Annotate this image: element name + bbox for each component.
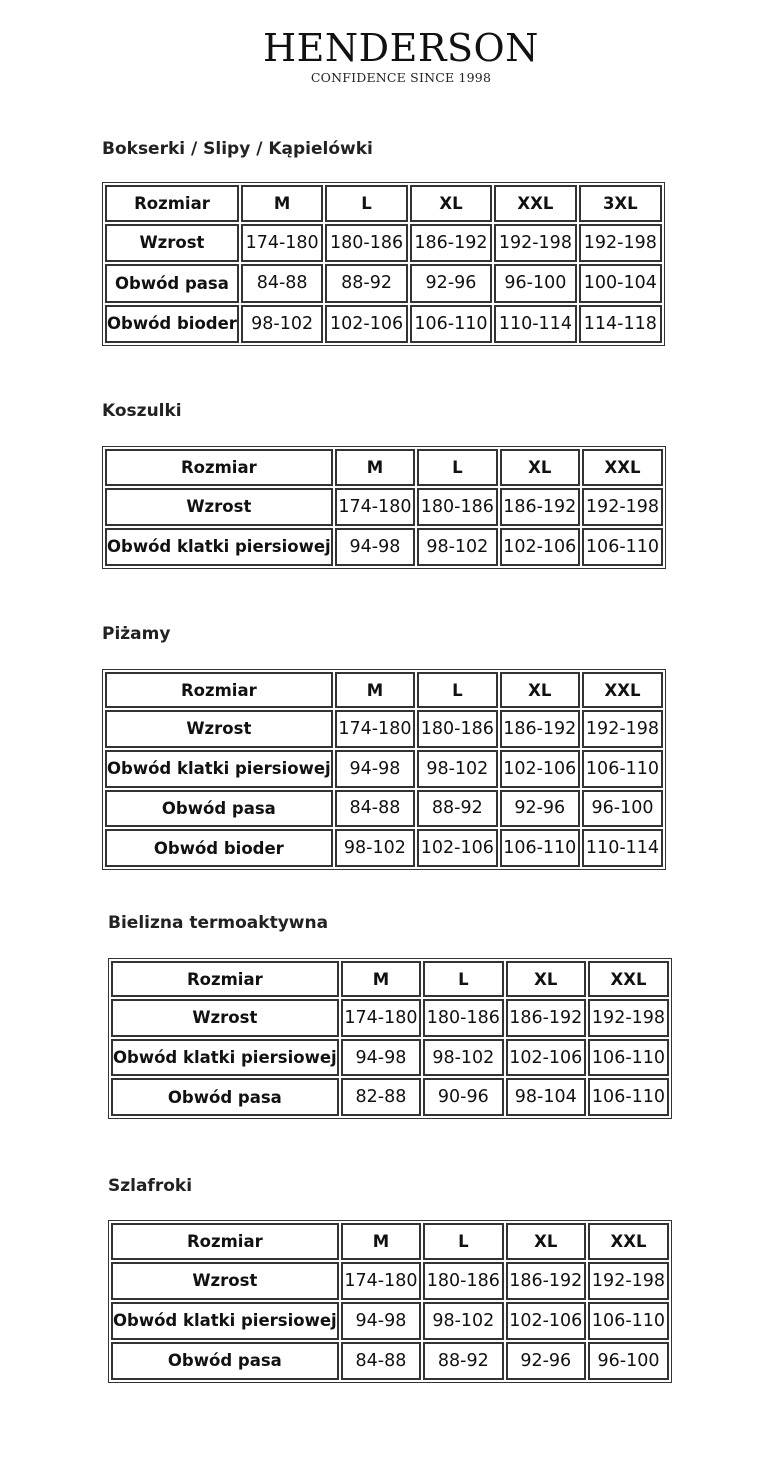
column-header: XXL (588, 961, 669, 997)
size-table-bathrobes (108, 1220, 672, 1383)
table-cell: 186-192 (500, 710, 580, 748)
column-header: Rozmiar (111, 1223, 339, 1260)
table-cell: 94-98 (335, 750, 415, 788)
table-row (105, 790, 663, 828)
table-cell: 174-180 (335, 488, 415, 526)
table-cell: 180-186 (417, 488, 497, 526)
table-cell: 94-98 (341, 1302, 421, 1340)
table-cell: 98-102 (417, 750, 497, 788)
section-title-thermal: Bielizna termoaktywna (108, 913, 329, 933)
table-cell: 92-96 (506, 1342, 586, 1380)
table-cell: 84-88 (341, 1342, 421, 1380)
brand-tagline: CONFIDENCE SINCE 1998 (310, 70, 492, 85)
table-cell: 174-180 (341, 999, 421, 1037)
table-header-row (111, 1223, 669, 1260)
table-cell: 106-110 (500, 829, 580, 867)
column-header: L (325, 185, 407, 222)
table-cell: 102-106 (506, 1039, 586, 1077)
table-cell: 84-88 (335, 790, 415, 828)
column-header: L (417, 449, 497, 486)
size-table-thermal (108, 958, 672, 1119)
table-cell: 106-110 (410, 305, 492, 343)
table-cell: 192-198 (582, 488, 663, 526)
table-cell: 114-118 (579, 305, 662, 343)
column-header: M (335, 672, 415, 708)
table-cell: 98-102 (423, 1302, 503, 1340)
table-row (105, 264, 662, 302)
column-header: Rozmiar (105, 449, 333, 486)
table-header-row (105, 672, 663, 708)
row-label: Obwód pasa (105, 790, 333, 828)
table-cell: 102-106 (506, 1302, 586, 1340)
table-cell: 92-96 (500, 790, 580, 828)
table-cell: 92-96 (410, 264, 492, 302)
column-header: M (341, 1223, 421, 1260)
table-cell: 192-198 (582, 710, 663, 748)
size-table-boxers (102, 182, 665, 346)
row-label: Obwód bioder (105, 305, 239, 343)
table-cell: 174-180 (335, 710, 415, 748)
column-header: XL (410, 185, 492, 222)
table-cell: 186-192 (506, 1262, 586, 1300)
row-label: Obwód bioder (105, 829, 333, 867)
section-title-tshirts: Koszulki (102, 401, 182, 421)
table-row (111, 999, 669, 1037)
table-cell: 106-110 (582, 528, 663, 566)
column-header: M (335, 449, 415, 486)
row-label: Obwód klatki piersiowej (111, 1302, 339, 1340)
table-header-row (105, 449, 663, 486)
row-label: Obwód pasa (105, 264, 239, 302)
table-cell: 98-104 (506, 1078, 586, 1116)
table-cell: 174-180 (341, 1262, 421, 1300)
table-row (105, 528, 663, 566)
table-cell: 102-106 (500, 528, 580, 566)
table-cell: 180-186 (423, 1262, 503, 1300)
table-row (105, 224, 662, 262)
table-cell: 106-110 (588, 1302, 669, 1340)
column-header: Rozmiar (105, 672, 333, 708)
section-title-bathrobes: Szlafroki (108, 1176, 193, 1196)
table-cell: 192-198 (588, 999, 669, 1037)
table-cell: 186-192 (500, 488, 580, 526)
table-cell: 102-106 (325, 305, 407, 343)
column-header: Rozmiar (105, 185, 239, 222)
brand-logo (0, 26, 762, 86)
column-header: M (241, 185, 323, 222)
table-row (105, 750, 663, 788)
table-header-row (105, 185, 662, 222)
table-row (111, 1302, 669, 1340)
column-header: XXL (588, 1223, 669, 1260)
brand-name: HENDERSON (263, 26, 539, 70)
table-row (111, 1078, 669, 1116)
section-title-pajamas: Piżamy (102, 624, 171, 644)
table-cell: 106-110 (588, 1039, 669, 1077)
table-row (111, 1262, 669, 1300)
table-cell: 180-186 (325, 224, 407, 262)
table-cell: 98-102 (335, 829, 415, 867)
table-row (105, 710, 663, 748)
table-cell: 98-102 (417, 528, 497, 566)
table-cell: 106-110 (582, 750, 663, 788)
table-cell: 98-102 (241, 305, 323, 343)
table-row (111, 1039, 669, 1077)
column-header: XL (500, 449, 580, 486)
table-cell: 88-92 (417, 790, 497, 828)
row-label: Wzrost (105, 224, 239, 262)
column-header: L (417, 672, 497, 708)
row-label: Obwód pasa (111, 1342, 339, 1380)
column-header: Rozmiar (111, 961, 339, 997)
column-header: L (423, 1223, 503, 1260)
row-label: Obwód klatki piersiowej (105, 528, 333, 566)
table-cell: 102-106 (500, 750, 580, 788)
table-cell: 186-192 (506, 999, 586, 1037)
column-header: XL (506, 961, 586, 997)
table-cell: 96-100 (494, 264, 576, 302)
row-label: Obwód klatki piersiowej (105, 750, 333, 788)
column-header: L (423, 961, 503, 997)
column-header: XXL (582, 449, 663, 486)
table-row (105, 305, 662, 343)
table-cell: 94-98 (341, 1039, 421, 1077)
table-cell: 110-114 (494, 305, 576, 343)
table-row (105, 488, 663, 526)
row-label: Obwód klatki piersiowej (111, 1039, 339, 1077)
table-cell: 192-198 (494, 224, 576, 262)
table-row (111, 1342, 669, 1380)
table-cell: 88-92 (325, 264, 407, 302)
table-cell: 180-186 (423, 999, 503, 1037)
table-cell: 88-92 (423, 1342, 503, 1380)
table-cell: 192-198 (588, 1262, 669, 1300)
row-label: Wzrost (105, 488, 333, 526)
table-cell: 110-114 (582, 829, 663, 867)
table-cell: 96-100 (588, 1342, 669, 1380)
column-header: XL (500, 672, 580, 708)
table-cell: 186-192 (410, 224, 492, 262)
row-label: Wzrost (111, 1262, 339, 1300)
table-cell: 174-180 (241, 224, 323, 262)
size-table-tshirts (102, 446, 666, 569)
column-header: M (341, 961, 421, 997)
row-label: Wzrost (111, 999, 339, 1037)
table-cell: 100-104 (579, 264, 662, 302)
table-cell: 180-186 (417, 710, 497, 748)
column-header: XXL (494, 185, 576, 222)
table-cell: 84-88 (241, 264, 323, 302)
table-cell: 102-106 (417, 829, 497, 867)
table-cell: 192-198 (579, 224, 662, 262)
table-cell: 94-98 (335, 528, 415, 566)
section-title-boxers: Bokserki / Slipy / Kąpielówki (102, 139, 373, 159)
row-label: Obwód pasa (111, 1078, 339, 1116)
row-label: Wzrost (105, 710, 333, 748)
table-cell: 106-110 (588, 1078, 669, 1116)
column-header: 3XL (579, 185, 662, 222)
table-header-row (111, 961, 669, 997)
table-row (105, 829, 663, 867)
size-table-pajamas (102, 669, 666, 870)
column-header: XL (506, 1223, 586, 1260)
table-cell: 90-96 (423, 1078, 503, 1116)
table-cell: 82-88 (341, 1078, 421, 1116)
table-cell: 96-100 (582, 790, 663, 828)
column-header: XXL (582, 672, 663, 708)
table-cell: 98-102 (423, 1039, 503, 1077)
